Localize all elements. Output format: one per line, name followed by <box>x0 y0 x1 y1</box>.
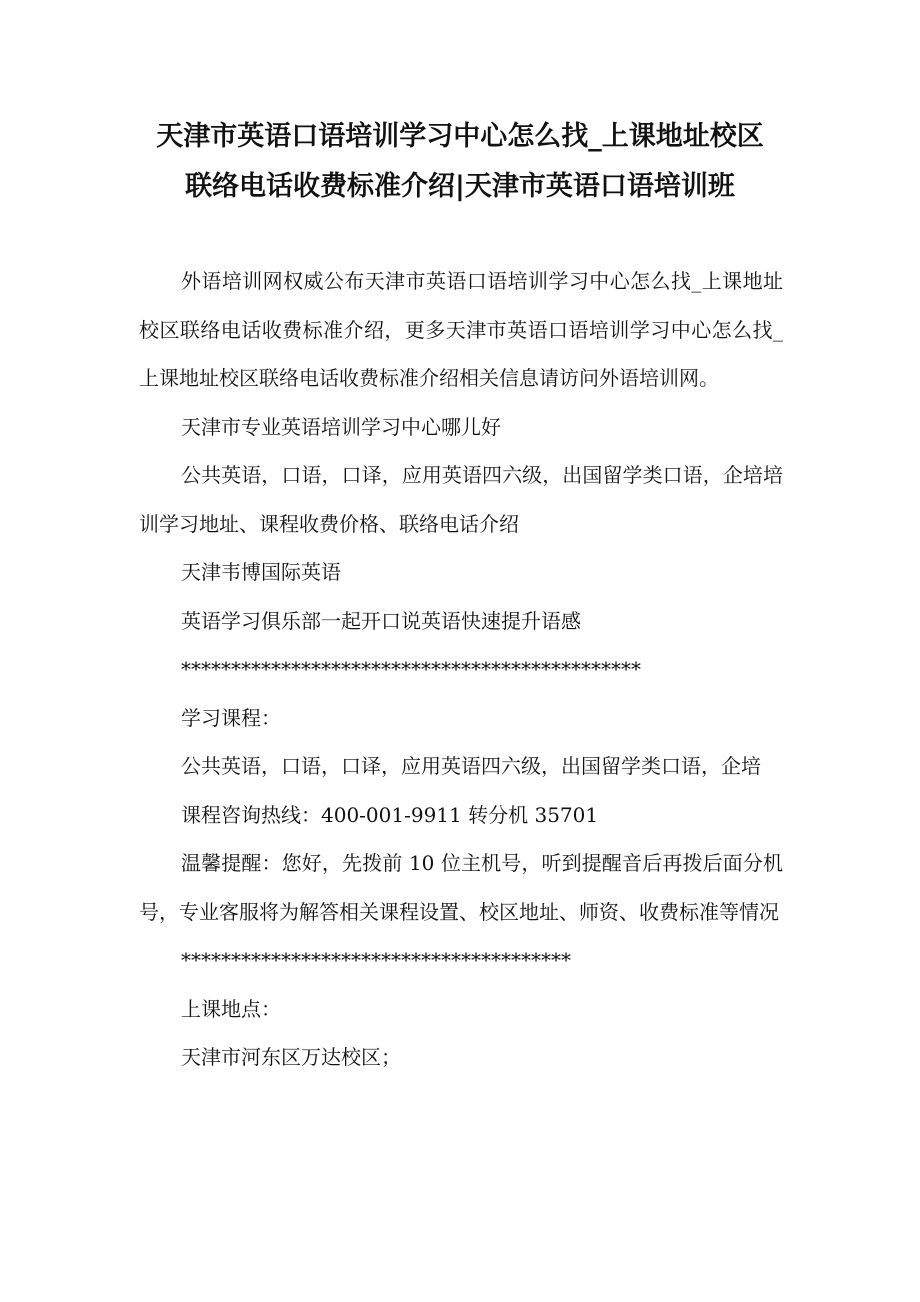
document-body <box>139 257 783 1082</box>
reminder-paragraph: 温馨提醒：您好，先拨前 10 位主机号，听到提醒音后再拨后面分机号，专业客服将为解答相关课程设置、校区地址、师资、收费标准等情况 <box>139 851 783 924</box>
location-label: 上课地点： <box>181 996 281 1021</box>
section-heading: 天津市专业英语培训学习中心哪儿好 <box>181 414 501 439</box>
title-line-2: 联络电话收费标准介绍|天津市英语口语培训班 <box>185 171 735 202</box>
location-value: 天津市河东区万达校区； <box>181 1045 401 1069</box>
courses-label: 学习课程： <box>181 705 281 730</box>
school-slogan: 英语学习俱乐部一起开口说英语快速提升语感 <box>181 608 581 633</box>
school-name: 天津韦博国际英语 <box>181 560 341 584</box>
course-list-paragraph: 公共英语，口语，口译，应用英语四六级，出国留学类口语，企培培训学习地址、课程收费价格、联络电话介绍 <box>139 463 783 536</box>
document-title <box>120 112 800 212</box>
hotline-text: 课程咨询热线：400-001-9911 转分机 35701 <box>181 802 599 827</box>
intro-paragraph: 外语培训网权威公布天津市英语口语培训学习中心怎么找_上课地址校区联络电话收费标准介绍，更多天津市英语口语培训学习中心怎么找_上课地址校区联络电话收费标准介绍相关信息请访问外语培训网。 <box>139 269 783 390</box>
separator-line: *************************************** <box>181 948 571 972</box>
courses-value: 公共英语，口语，口译，应用英语四六级，出国留学类口语，企培 <box>181 754 761 778</box>
separator-line: ********************************************** <box>181 657 641 681</box>
title-line-1: 天津市英语口语培训学习中心怎么找_上课地址校区 <box>156 121 764 152</box>
